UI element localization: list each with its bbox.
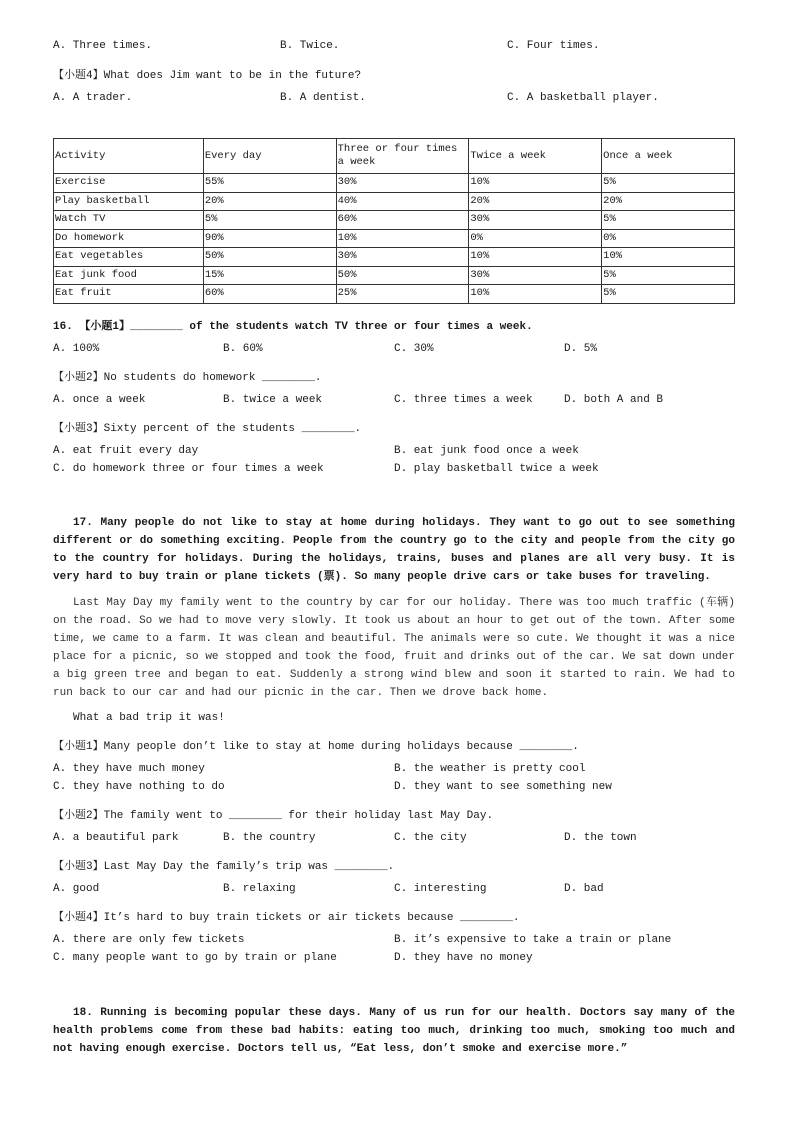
prev-q4-option-c: C. A basketball player.: [507, 92, 659, 104]
table-cell: Play basketball: [54, 192, 204, 211]
table-row: [54, 174, 735, 193]
activity-survey-table: [53, 138, 735, 304]
q18-intro-paragraph: 18. Running is becoming popular these days. Many of us run for our health. Doctors say many of the health problems come from these bad habits: eating too much, drinking too much, smoking too much and not having enough exercise. Doctors tell us, “Eat less, don’t smoke and exercise more.”: [53, 1007, 735, 1055]
q16-subq1-option-d: D. 5%: [564, 343, 598, 355]
q16-subq3-option-c: C. do homework three or four times a week: [53, 463, 324, 475]
q16-subq1-option-c: C. 30%: [394, 343, 434, 355]
q17-subq1-option-c: C. they have nothing to do: [53, 781, 225, 793]
table-cell: 20%: [469, 192, 602, 211]
table-cell: 10%: [469, 174, 602, 193]
table-cell: 0%: [469, 229, 602, 248]
table-row: [54, 192, 735, 211]
table-cell: 50%: [336, 266, 469, 285]
table-row: [54, 229, 735, 248]
q17-subq4-option-d: D. they have no money: [394, 952, 533, 964]
q17-subq4-stem: 【小题4】It’s hard to buy train tickets or air tickets because ________.: [53, 912, 520, 924]
table-row: [54, 248, 735, 267]
q17-subq1-option-d: D. they want to see something new: [394, 781, 612, 793]
table-cell: 10%: [336, 229, 469, 248]
q16-subq2-option-c: C. three times a week: [394, 394, 533, 406]
table-cell: 20%: [602, 192, 735, 211]
q17-subq4-option-a: A. there are only few tickets: [53, 934, 245, 946]
q17-subq1-option-a: A. they have much money: [53, 763, 205, 775]
q16-subq1-option-b: B. 60%: [223, 343, 263, 355]
table-cell: 40%: [336, 192, 469, 211]
table-cell: 30%: [469, 211, 602, 230]
table-row: [54, 211, 735, 230]
table-header-cell: Every day: [203, 139, 336, 174]
table-row: [54, 285, 735, 304]
q17-subq2-option-c: C. the city: [394, 832, 467, 844]
prev-q3-option-a: A. Three times.: [53, 40, 153, 52]
q17-subq2-stem: 【小题2】The family went to ________ for their holiday last May Day.: [53, 810, 494, 822]
q17-passage-body: [53, 594, 735, 702]
table-header-row: [54, 139, 735, 174]
table-cell: 30%: [336, 174, 469, 193]
table-cell: 5%: [203, 211, 336, 230]
q16-subq1-stem: 16. 【小题1】________ of the students watch TV three or four times a week.: [53, 321, 533, 333]
table-cell: Exercise: [54, 174, 204, 193]
table-cell: 5%: [602, 174, 735, 193]
table-header-cell: Activity: [54, 139, 204, 174]
table-cell: Watch TV: [54, 211, 204, 230]
table-header-cell: Once a week: [602, 139, 735, 174]
q17-subq1-stem: 【小题1】Many people don’t like to stay at home during holidays because ________.: [53, 741, 579, 753]
table-cell: 0%: [602, 229, 735, 248]
q17-story-paragraph: Last May Day my family went to the country by car for our holiday. There was too much traffic (车辆) on the road. So we had to move very slowly. It took us about an hour to get out of the town. After some time, we came to a farm. It was clean and beautiful. The animals were so cute. We thought it was a nice place for a picnic, so we stopped and took the food, fruit and drinks out of the car. We sat down under a big green tree and began to eat. Suddenly a strong wind blew and soon it started to rain. We had to run back to our car and had our picnic in the car. Then we drove back home.: [53, 597, 735, 699]
table-cell: Eat junk food: [54, 266, 204, 285]
table-cell: 20%: [203, 192, 336, 211]
q16-subq2-stem: 【小题2】No students do homework ________.: [53, 372, 322, 384]
q17-subq3-option-b: B. relaxing: [223, 883, 296, 895]
q18-passage-intro: [53, 1004, 735, 1058]
q17-intro-paragraph: 17. Many people do not like to stay at home during holidays. They want to go out to see something different or do something exciting. People from the country go to the city and people from the city go to the country for holidays. During the holidays, trains, buses and planes are all very busy. It is very hard to buy train or plane tickets (票). So many people drive cars or take buses for traveling.: [53, 517, 735, 583]
q17-subq3-stem: 【小题3】Last May Day the family’s trip was ________.: [53, 861, 395, 873]
q17-subq3-option-c: C. interesting: [394, 883, 487, 895]
q17-subq4-option-c: C. many people want to go by train or plane: [53, 952, 337, 964]
table-cell: 30%: [469, 266, 602, 285]
prev-q3-option-c: C. Four times.: [507, 40, 600, 52]
q17-subq4-option-b: B. it’s expensive to take a train or plane: [394, 934, 672, 946]
table-cell: 25%: [336, 285, 469, 304]
table-cell: 55%: [203, 174, 336, 193]
q17-subq2-option-b: B. the country: [223, 832, 316, 844]
prev-q4-option-b: B. A dentist.: [280, 92, 366, 104]
q16-subq1-option-a: A. 100%: [53, 343, 100, 355]
table-cell: Do homework: [54, 229, 204, 248]
table-cell: 60%: [203, 285, 336, 304]
q16-subq3-option-b: B. eat junk food once a week: [394, 445, 579, 457]
q17-subq2-option-a: A. a beautiful park: [53, 832, 179, 844]
prev-q4-option-a: A. A trader.: [53, 92, 133, 104]
q16-subq3-stem: 【小题3】Sixty percent of the students ________.: [53, 423, 362, 435]
table-cell: Eat fruit: [54, 285, 204, 304]
table-cell: 50%: [203, 248, 336, 267]
prev-q3-option-b: B. Twice.: [280, 40, 340, 52]
q17-passage-intro: [53, 514, 735, 586]
table-cell: 15%: [203, 266, 336, 285]
table-cell: 10%: [469, 248, 602, 267]
table-cell: 10%: [469, 285, 602, 304]
q17-subq3-option-a: A. good: [53, 883, 100, 895]
q16-subq2-option-d: D. both A and B: [564, 394, 664, 406]
q16-subq2-option-b: B. twice a week: [223, 394, 323, 406]
table-header-cell: Three or four times a week: [336, 139, 469, 174]
q16-subq3-option-a: A. eat fruit every day: [53, 445, 199, 457]
table-cell: 5%: [602, 285, 735, 304]
table-cell: 90%: [203, 229, 336, 248]
prev-q4-stem: 【小题4】What does Jim want to be in the future?: [53, 70, 362, 82]
table-cell: 5%: [602, 211, 735, 230]
table-cell: 5%: [602, 266, 735, 285]
q16-subq3-option-d: D. play basketball twice a week: [394, 463, 599, 475]
table-header-cell: Twice a week: [469, 139, 602, 174]
table-row: [54, 266, 735, 285]
table-cell: Eat vegetables: [54, 248, 204, 267]
q17-subq3-option-d: D. bad: [564, 883, 604, 895]
table-cell: 30%: [336, 248, 469, 267]
table-cell: 10%: [602, 248, 735, 267]
q17-subq2-option-d: D. the town: [564, 832, 637, 844]
table-cell: 60%: [336, 211, 469, 230]
q17-closing-line: What a bad trip it was!: [73, 712, 225, 724]
q17-subq1-option-b: B. the weather is pretty cool: [394, 763, 586, 775]
q16-subq2-option-a: A. once a week: [53, 394, 146, 406]
